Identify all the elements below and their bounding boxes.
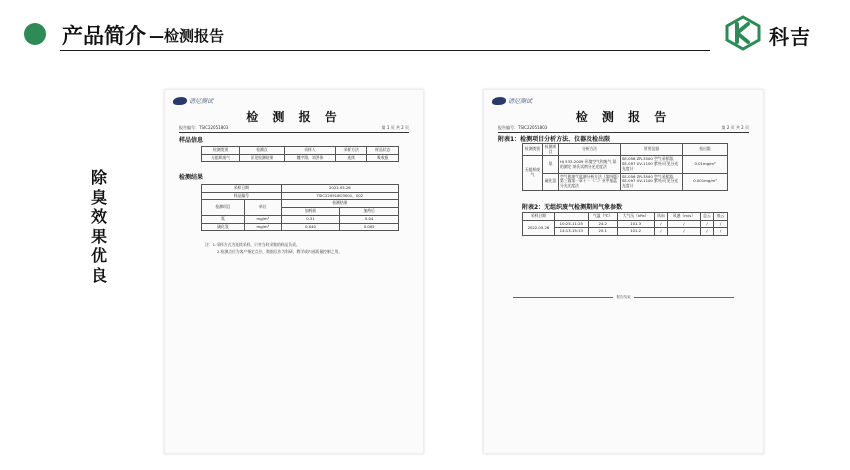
table-row: 无组织废气 氨 HJ 533-2009 环境空气和废气 氨的测定 纳氏试剂分光光度法 SE-056 ZR-3500 空气采样器、SE-097 UV-1100 紫外/可见分光光度计 0.01mg/m³	[523, 156, 728, 173]
table-row: 无组织废气 详见检测结果 魏宇翔、刘洪伟 连续 吸收瓶	[202, 154, 399, 162]
header	[0, 0, 850, 58]
page-indicator: 第 2 页 共 2 页	[721, 125, 749, 130]
section-methods: 附表1：检测项目分析方法、仪器及检出限	[498, 136, 611, 143]
report-stamp-logo: 谱尼测试	[173, 96, 213, 105]
report-end-marker: 报告结束	[498, 295, 749, 300]
report-meta	[498, 125, 749, 133]
report-stamp-logo: 谱尼测试	[492, 96, 532, 105]
table-row: 检测类别 检测点 采样人 采样方法 样品状态	[202, 147, 399, 155]
page-indicator: 第 1 页 共 2 页	[381, 125, 409, 130]
bird-logo-icon	[492, 97, 506, 105]
table-row: 采样日期 2022.05.26	[202, 185, 399, 193]
page-title: 产品简介	[62, 24, 146, 48]
table-row: 检测类别 检测项目 分析方法 所用仪器 检出限	[523, 144, 728, 156]
table-row: 14:13-15:13 25.1 101.2 / / / /	[523, 228, 728, 236]
section-weather: 附表2：无组织废气检测期间气象参数	[522, 204, 623, 211]
report-number: 报告编号：TSIC22051803	[498, 125, 548, 130]
section-results: 检测结果	[179, 174, 204, 181]
page-subtitle: —检测报告	[149, 27, 225, 45]
results-table	[201, 184, 399, 231]
report-meta	[179, 125, 409, 133]
table-row: 硫化氢 空气和废气监测分析方法（第四版）第三篇第一章十一（二）亚甲基蓝分光光度法 SE-056 ZR-3500 空气采样器、SE-097 UV-1100 紫外/可见分光光度计 0.001mg/m³	[523, 173, 728, 190]
section-sample-info: 样品信息	[179, 137, 204, 144]
report-page-2	[483, 89, 764, 454]
report-page-1	[164, 89, 424, 454]
table-row: 样品编号 TSIC220518O3001、002	[202, 192, 399, 200]
report-title: 检 测 报 告	[246, 110, 342, 124]
header-dot	[24, 23, 46, 45]
table-row: 氨 mg/m³ 0.31 0.04	[202, 215, 399, 223]
note-1: 注：1.采样方式为连续采样，只对当时采集的样品负责。	[205, 242, 300, 247]
header-divider	[60, 50, 710, 51]
table-row: 采样日期 气温（℃） 大气压（kPa） 风向 风速（m/s） 总云 低云	[523, 213, 728, 221]
table-row: 2022.05.26 10:25-11:25 24.2 101.3 / / / /	[523, 220, 728, 228]
table-row: 加药前 加药后	[202, 208, 399, 216]
report-number: 报告编号：TSIC22051803	[179, 125, 229, 130]
table-row: 硫化氢 mg/m³ 0.040 0.005	[202, 223, 399, 231]
k-logo-icon	[723, 15, 763, 51]
weather-table	[522, 212, 728, 236]
brand-name: 科吉	[769, 25, 811, 49]
bird-logo-icon	[173, 97, 187, 105]
note-2: 2.检测点位为客户指定点位，数据仅作为科研、教学或内部质量控制之用。	[217, 249, 343, 254]
side-caption: 除臭效果优良	[90, 168, 107, 285]
report-title: 检 测 报 告	[575, 110, 672, 124]
table-row: 检测项目 单位 检测结果	[202, 200, 399, 208]
sample-info-table	[201, 146, 399, 162]
methods-table	[522, 143, 728, 191]
